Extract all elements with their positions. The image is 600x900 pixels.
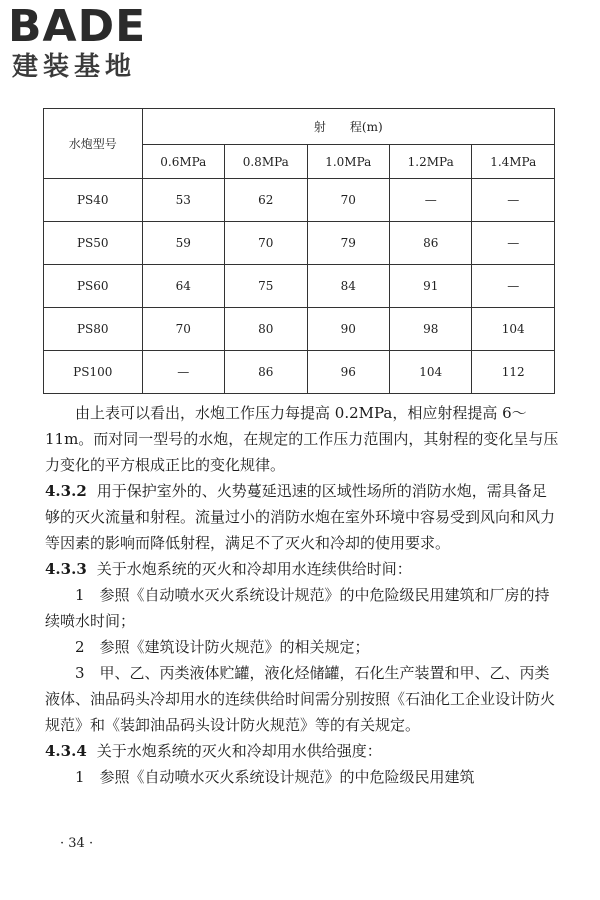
range-cell: 59 xyxy=(142,222,224,265)
range-cell: 79 xyxy=(307,222,389,265)
table-row xyxy=(44,308,555,351)
range-cell: 96 xyxy=(307,351,389,394)
range-cell: 70 xyxy=(225,222,307,265)
model-cell: PS100 xyxy=(44,351,143,394)
section-number: 4.3.2 xyxy=(45,482,87,500)
range-header: 射 程(m) xyxy=(142,109,554,145)
page-number: · 34 · xyxy=(60,836,94,851)
range-cell: 62 xyxy=(225,179,307,222)
range-cell: 70 xyxy=(307,179,389,222)
range-cell: 53 xyxy=(142,179,224,222)
table-row xyxy=(44,351,555,394)
model-cell: PS40 xyxy=(44,179,143,222)
range-cell: 90 xyxy=(307,308,389,351)
pressure-header: 0.6MPa xyxy=(142,145,224,179)
section-number: 4.3.3 xyxy=(45,560,87,578)
range-cell: — xyxy=(389,179,471,222)
range-cell: — xyxy=(472,265,555,308)
list-item: 3 甲、乙、丙类液体贮罐，液化烃储罐，石化生产装置和甲、乙、丙类液体、油品码头冷却用水的连续供给时间需分别按照《石油化工企业设计防火规范》和《装卸油品码头设计防火规范》等的有关规定。 xyxy=(45,664,556,734)
range-cell: 75 xyxy=(225,265,307,308)
section-text: 关于水炮系统的灭火和冷却用水供给强度： xyxy=(96,742,382,760)
range-cell: — xyxy=(472,179,555,222)
model-cell: PS60 xyxy=(44,265,143,308)
model-cell: PS50 xyxy=(44,222,143,265)
range-table xyxy=(43,108,555,394)
range-cell: 64 xyxy=(142,265,224,308)
range-cell: 112 xyxy=(472,351,555,394)
range-cell: 91 xyxy=(389,265,471,308)
table-row xyxy=(44,222,555,265)
list-item: 1 参照《自动喷水灭火系统设计规范》的中危险级民用建筑和厂房的持续喷水时间； xyxy=(45,586,550,630)
list-item: 2 参照《建筑设计防火规范》的相关规定； xyxy=(75,638,370,656)
range-cell: 104 xyxy=(472,308,555,351)
model-header: 水炮型号 xyxy=(44,109,143,179)
range-cell: 104 xyxy=(389,351,471,394)
range-cell: — xyxy=(142,351,224,394)
range-cell: 80 xyxy=(225,308,307,351)
pressure-header: 1.0MPa xyxy=(307,145,389,179)
section-text: 用于保护室外的、火势蔓延迅速的区域性场所的消防水炮，需具备足够的灭火流量和射程。流量过小的消防水炮在室外环境中容易受到风向和风力等因素的影响而降低射程，满足不了灭火和冷却的使用要求。 xyxy=(45,482,556,552)
range-cell: 70 xyxy=(142,308,224,351)
table-row xyxy=(44,179,555,222)
section-4-3-4 xyxy=(45,738,560,764)
range-cell: 98 xyxy=(389,308,471,351)
range-cell: 86 xyxy=(225,351,307,394)
range-cell: 86 xyxy=(389,222,471,265)
logo-subtitle: 建装基地 xyxy=(12,52,137,82)
section-4-3-2 xyxy=(45,478,560,556)
list-item: 1 参照《自动喷水灭火系统设计规范》的中危险级民用建筑 xyxy=(75,768,475,786)
pressure-header: 0.8MPa xyxy=(225,145,307,179)
pressure-header: 1.4MPa xyxy=(472,145,555,179)
range-cell: — xyxy=(472,222,555,265)
body-text xyxy=(45,400,560,790)
table-row xyxy=(44,265,555,308)
section-4-3-3 xyxy=(45,556,560,582)
range-cell: 84 xyxy=(307,265,389,308)
logo xyxy=(8,2,178,86)
logo-brand: BADE xyxy=(8,1,147,52)
section-number: 4.3.4 xyxy=(45,742,87,760)
model-cell: PS80 xyxy=(44,308,143,351)
section-text: 关于水炮系统的灭火和冷却用水连续供给时间： xyxy=(96,560,412,578)
paragraph-summary: 由上表可以看出，水炮工作压力每提高 0.2MPa，相应射程提高 6～11m。而对同一型号的水炮，在规定的工作压力范围内，其射程的变化呈与压力变化的平方根成正比的变化规律。 xyxy=(45,404,559,474)
pressure-header: 1.2MPa xyxy=(389,145,471,179)
